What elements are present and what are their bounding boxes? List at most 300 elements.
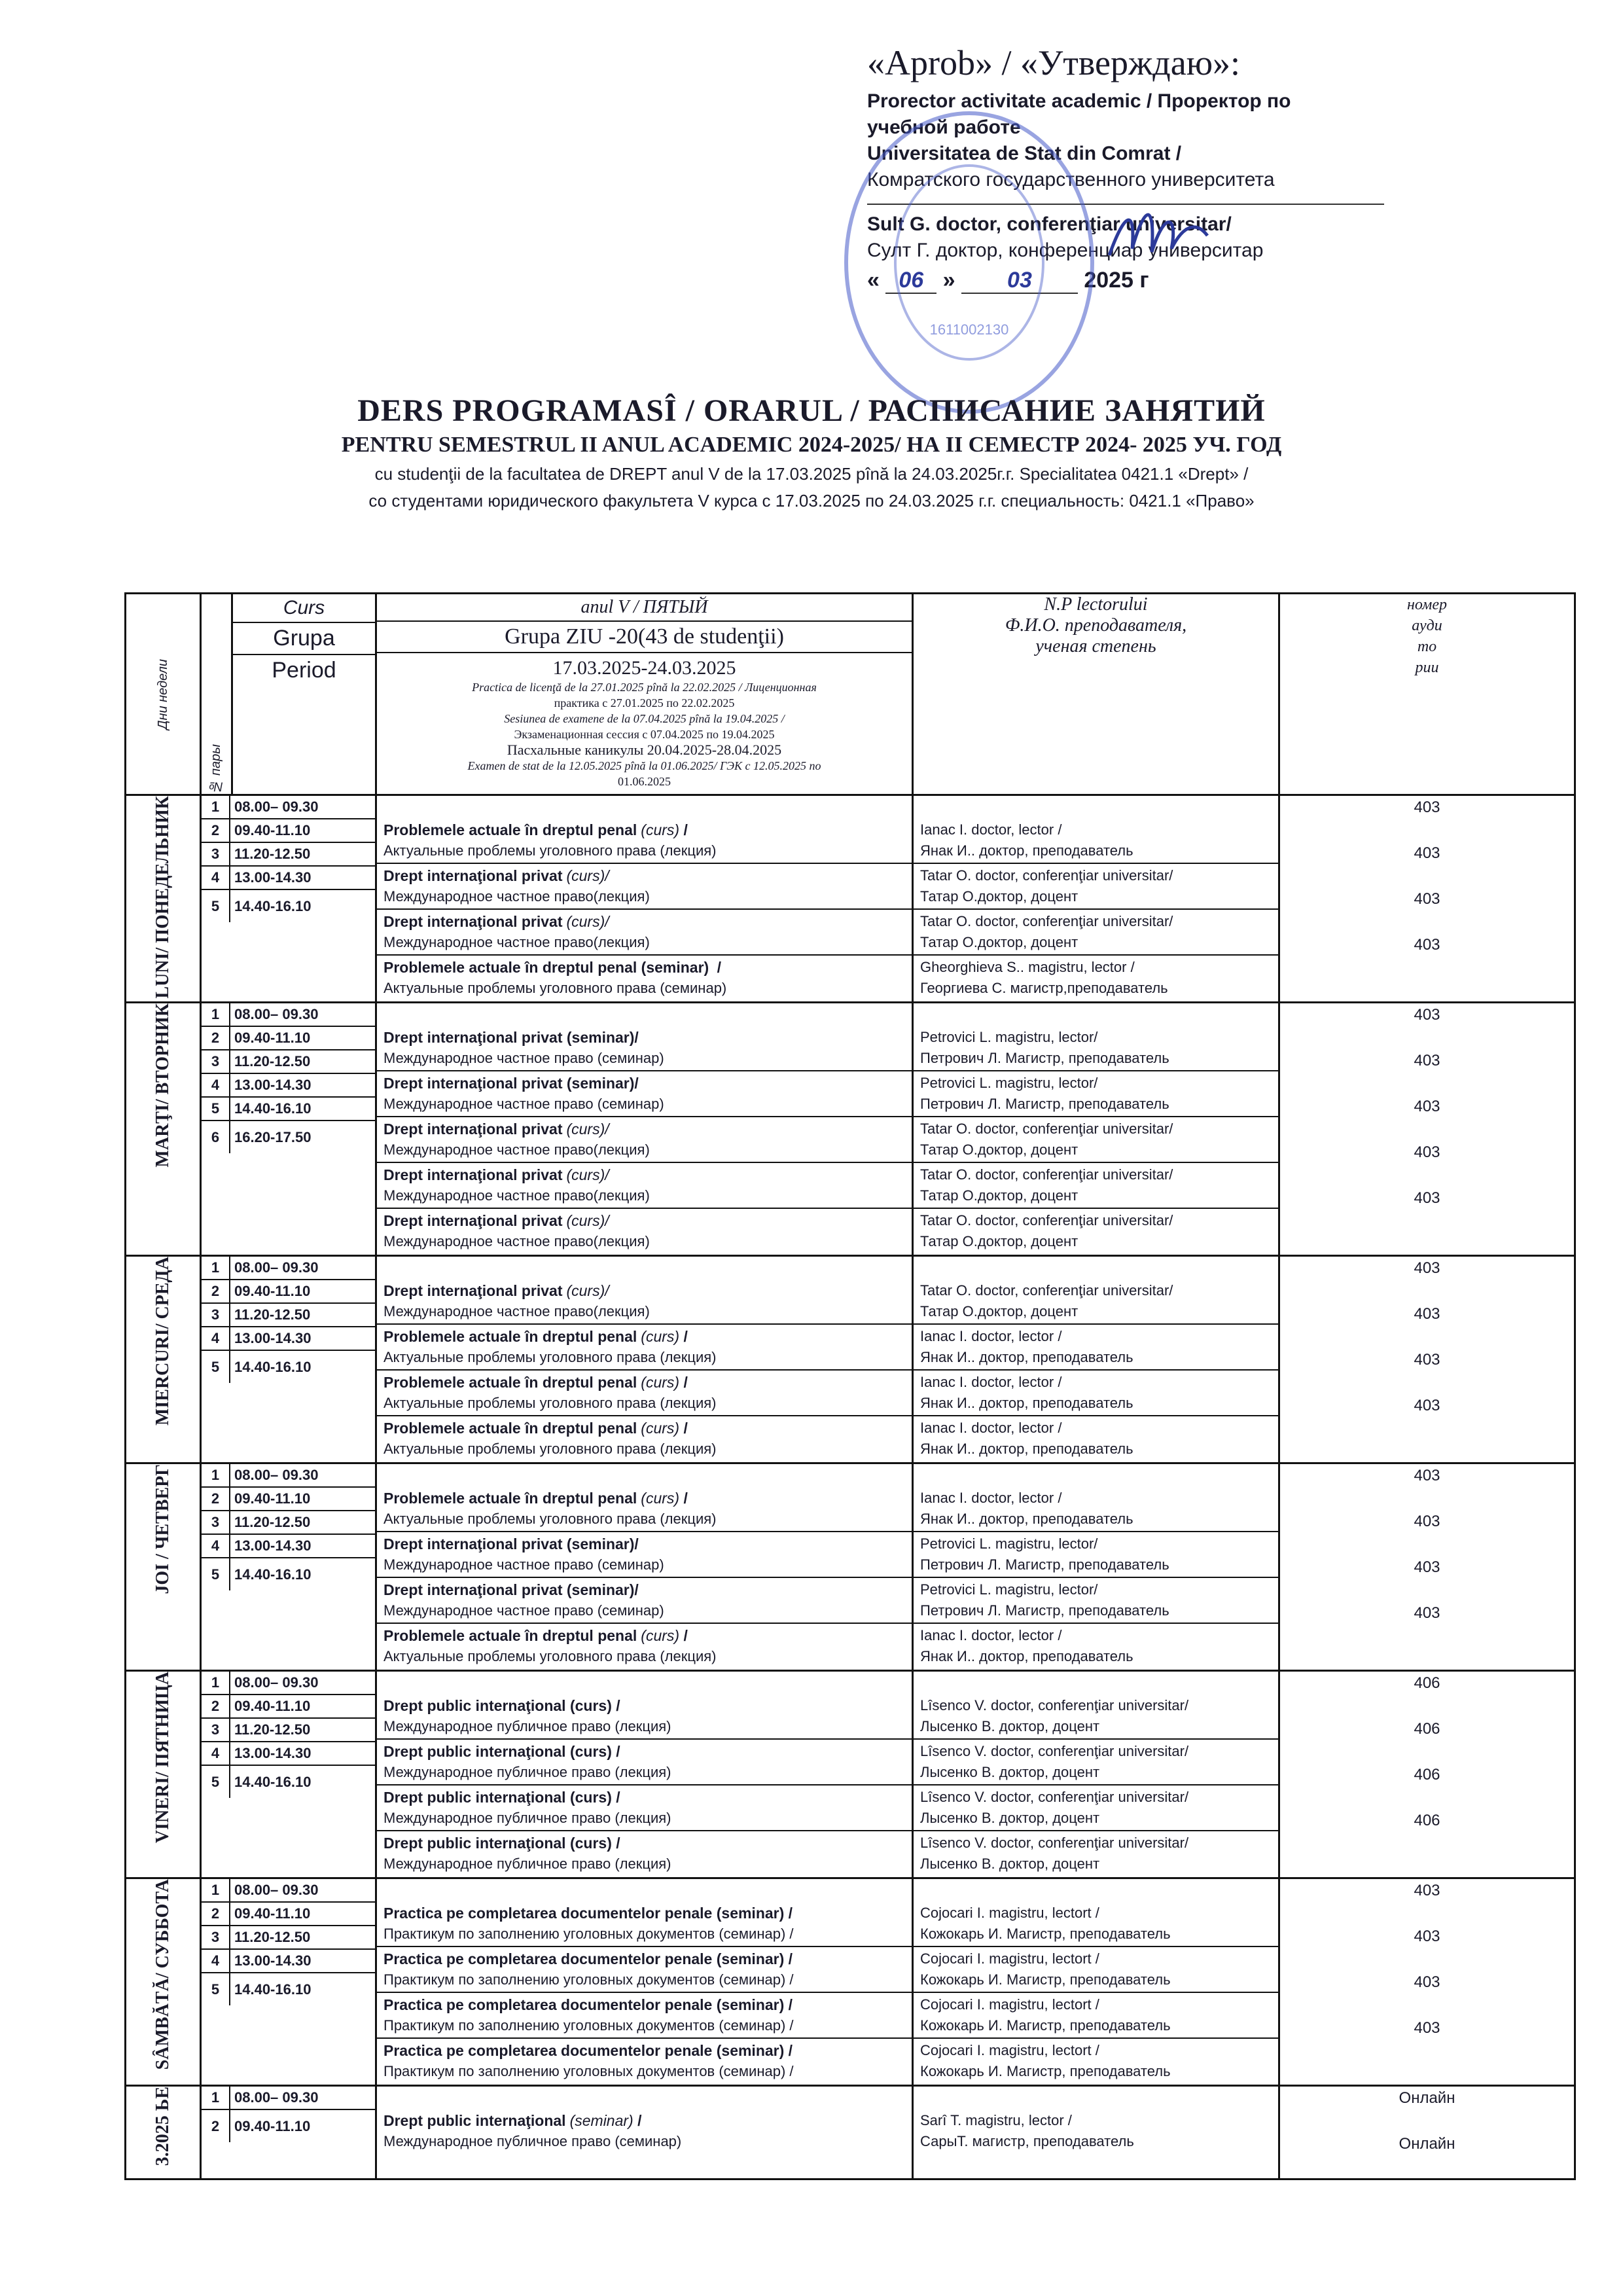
room-cell xyxy=(1279,1003,1575,1256)
header-room-line: то xyxy=(1417,638,1437,655)
room-number: 403 xyxy=(1414,844,1440,862)
subject-name-ru: Актуальные проблемы уголовного права (лекция) xyxy=(383,1395,717,1411)
lecturer-name-ro: Lîsenco V. doctor, conferenţiar universitar/ xyxy=(920,1743,1189,1759)
lecturer-entry xyxy=(914,1026,1278,1071)
subject-entry xyxy=(377,1486,912,1532)
subject-part: Problemele actuale în dreptul penal xyxy=(383,1490,637,1507)
slot-row xyxy=(202,2087,375,2109)
subject-entry xyxy=(377,1163,912,1209)
header-note: Пасхальные каникулы 20.04.2025-28.04.2025 xyxy=(507,742,782,758)
slot-time: 11.20-12.50 xyxy=(230,1718,375,1742)
header-group xyxy=(376,594,913,795)
subject-part: Practica pe completarea documentelor penale (seminar) / xyxy=(383,1905,793,1922)
slot-time: 11.20-12.50 xyxy=(230,842,375,866)
room-number: 403 xyxy=(1414,1397,1440,1414)
subject-name-ro xyxy=(383,957,905,978)
lecturer-name-ro: Petrovici L. magistru, lector/ xyxy=(920,1029,1098,1045)
subject-name-ru: Практикум по заполнению уголовных документов (семинар) / xyxy=(383,1926,794,1942)
header-curs: Curs xyxy=(233,594,375,623)
slot-row xyxy=(202,1487,375,1511)
subject-name-ro xyxy=(383,1488,905,1509)
lecturer-name-ru: СарыТ. магистр, преподаватель xyxy=(920,2133,1134,2149)
lecturer-name-ro: Tatar O. doctor, conferenţiar universitar/ xyxy=(920,867,1173,884)
subject-part: (curs)/ xyxy=(566,1121,609,1138)
day-cell xyxy=(126,1463,201,1671)
lecturer-name-ru: Янак И.. доктор, преподаватель xyxy=(920,1648,1133,1664)
room-number: 406 xyxy=(1414,1720,1440,1738)
slot-row xyxy=(202,1695,375,1718)
lecturer-cell xyxy=(913,1671,1279,1878)
lecturer-entry xyxy=(914,1578,1278,1624)
slot-row xyxy=(202,1672,375,1695)
slot-time: 14.40-16.10 xyxy=(234,1773,312,1790)
subject-name-ru: Международное частное право(лекция) xyxy=(383,1187,650,1204)
subject-part: Practica pe completarea documentelor penale (seminar) / xyxy=(383,1996,793,2013)
subject-part: (curs) xyxy=(641,1420,680,1437)
slot-time: 13.00-14.30 xyxy=(230,1073,375,1097)
slot-time: 13.00-14.30 xyxy=(230,1534,375,1558)
lecturer-entry xyxy=(914,1071,1278,1117)
subject-name-ro xyxy=(383,1994,905,2015)
room-number: 403 xyxy=(1414,2019,1440,2037)
slot-list xyxy=(202,796,375,922)
room-number: 403 xyxy=(1414,936,1440,954)
date-quote-open: « xyxy=(867,268,880,293)
subject-name-ro xyxy=(383,2110,905,2131)
subject-entry xyxy=(377,1947,912,1993)
header-note: Sesiunea de examene de la 07.04.2025 pînă la 19.04.2025 / xyxy=(504,712,785,725)
room-number: 403 xyxy=(1414,798,1440,816)
slot-number: 4 xyxy=(202,1073,230,1097)
lecturer-name-ro: Ianac I. doctor, lector / xyxy=(920,1328,1062,1344)
lecturer-entry xyxy=(914,818,1278,864)
subject-name-ro xyxy=(383,819,905,840)
day-cell xyxy=(126,795,201,1003)
slot-number: 4 xyxy=(202,1949,230,1973)
slot-row xyxy=(202,1534,375,1558)
slot-cell xyxy=(201,1003,376,1256)
lecturer-name-ro: Tatar O. doctor, conferenţiar universitar/ xyxy=(920,913,1173,929)
slot-number: 3 xyxy=(202,1050,230,1073)
slot-number: 1 xyxy=(202,1003,230,1026)
subject-name-ro xyxy=(383,1372,905,1393)
slot-row xyxy=(202,1026,375,1050)
date-quote-close: » xyxy=(942,268,955,293)
subject-part: (curs) xyxy=(641,821,680,838)
slot-number: 2 xyxy=(202,1487,230,1511)
lecturer-name-ro: Lîsenco V. doctor, conferenţiar universitar/ xyxy=(920,1789,1189,1805)
header-room-line: ауди xyxy=(1412,617,1442,634)
header-meta xyxy=(232,594,376,795)
subject-entry xyxy=(377,1785,912,1831)
room-cell xyxy=(1279,1463,1575,1671)
subject-part: Problemele actuale în dreptul penal xyxy=(383,821,637,838)
lecturer-entry xyxy=(914,1740,1278,1785)
subject-entry xyxy=(377,1416,912,1462)
subject-entry xyxy=(377,1209,912,1255)
lecturer-cell xyxy=(913,2086,1279,2179)
header-lecturer-line: N.P lectorului xyxy=(1044,594,1148,615)
room-number: 403 xyxy=(1414,1973,1440,1991)
slot-time: 11.20-12.50 xyxy=(230,1303,375,1327)
lecturer-name-ro: Petrovici L. magistru, lector/ xyxy=(920,1581,1098,1598)
subject-part: Drept internaţional privat (seminar)/ xyxy=(383,1075,639,1092)
schedule-description-ro: cu studenţii de la facultatea de DREPT anul V de la 17.03.2025 pînă la 24.03.2025г.г. Specialitatea 0421.1 «Drept» / xyxy=(374,464,1249,484)
subject-name-ru: Международное частное право(лекция) xyxy=(383,1233,650,1249)
slot-time: 11.20-12.50 xyxy=(230,1511,375,1534)
day-name: SÂMBĂTĂ/ СУББОТА xyxy=(152,1879,173,2070)
subject-part: Drept public internaţional (curs) / xyxy=(383,1835,620,1852)
subject-entry xyxy=(377,1831,912,1877)
subject-cell xyxy=(376,1003,913,1256)
slot-cell xyxy=(201,795,376,1003)
lecturer-entry xyxy=(914,2039,1278,2085)
subject-entry xyxy=(377,2109,912,2155)
slot-time: 09.40-11.10 xyxy=(230,819,375,842)
subject-part: / xyxy=(679,821,688,838)
slot-time: 13.00-14.30 xyxy=(230,866,375,889)
subject-name-ro xyxy=(383,1625,905,1646)
lecturer-name-ru: Кожокарь И. Магистр, преподаватель xyxy=(920,2017,1171,2034)
subject-name-ro xyxy=(383,1210,905,1231)
subject-entry xyxy=(377,1694,912,1740)
lecturer-name-ru: Татар О.доктор, доцент xyxy=(920,1303,1079,1319)
subject-name-ro xyxy=(383,911,905,932)
slot-row xyxy=(202,1511,375,1534)
subject-entry xyxy=(377,1740,912,1785)
slot-time: 08.00– 09.30 xyxy=(230,1257,375,1280)
slot-row xyxy=(202,1879,375,1902)
subject-part: / xyxy=(633,2112,642,2129)
slot-time: 09.40-11.10 xyxy=(230,1280,375,1303)
lecturer-name-ru: Петрович Л. Магистр, преподаватель xyxy=(920,1602,1169,1619)
subject-entry xyxy=(377,1901,912,1947)
day-row xyxy=(126,1671,1575,1878)
subject-cell xyxy=(376,2086,913,2179)
lecturer-name-ro: Cojocari I. magistru, lectort / xyxy=(920,2042,1099,2058)
subject-name-ru: Международное частное право(лекция) xyxy=(383,934,650,950)
lecturer-name-ro: Petrovici L. magistru, lector/ xyxy=(920,1075,1098,1091)
subject-name-ru: Международное частное право (семинар) xyxy=(383,1050,664,1066)
slot-number: 1 xyxy=(202,1672,230,1695)
slot-row xyxy=(202,1464,375,1487)
approval-heading: «Aprob» / «Утверждаю»: xyxy=(867,43,1241,82)
subject-cell xyxy=(376,1878,913,2086)
lecturer-name-ru: Татар О.доктор, доцент xyxy=(920,1141,1079,1158)
day-name: JOI / ЧЕТВЕРГ xyxy=(152,1464,173,1594)
subject-name-ru: Международное публичное право (лекция) xyxy=(383,1718,671,1734)
subject-entry xyxy=(377,1624,912,1670)
subject-name-ru: Международное частное право(лекция) xyxy=(383,1141,650,1158)
slot-number: 2 xyxy=(202,1280,230,1303)
lecturer-entry xyxy=(914,1486,1278,1532)
lecturer-name-ro: Lîsenco V. doctor, conferenţiar universitar/ xyxy=(920,1835,1189,1851)
room-cell xyxy=(1279,1878,1575,2086)
slot-row xyxy=(202,1902,375,1926)
lecturer-entry xyxy=(914,1901,1278,1947)
room-number: 403 xyxy=(1414,1052,1440,1069)
room-number: 403 xyxy=(1414,1513,1440,1530)
slot-row xyxy=(202,889,375,922)
day-row xyxy=(126,1003,1575,1256)
lecturer-name-ru: Лысенко В. доктор, доцент xyxy=(920,1718,1100,1734)
lecturer-name-ru: Петрович Л. Магистр, преподаватель xyxy=(920,1556,1169,1573)
room-number: 403 xyxy=(1414,1259,1440,1277)
slot-number: 3 xyxy=(202,1926,230,1949)
room-number: Онлайн xyxy=(1399,2089,1455,2107)
schedule-titles xyxy=(118,393,1505,511)
subject-name-ru: Международное публичное право (лекция) xyxy=(383,1764,671,1780)
subject-entry xyxy=(377,864,912,910)
header-note: практика с 27.01.2025 по 22.02.2025 xyxy=(554,696,735,709)
slot-row xyxy=(202,2109,375,2142)
day-name: LUNI/ ПОНЕДЕЛЬНИК xyxy=(152,796,173,999)
lecturer-name-ro: Tatar O. doctor, conferenţiar universitar/ xyxy=(920,1282,1173,1299)
lecturer-entry xyxy=(914,1993,1278,2039)
subject-part: / xyxy=(679,1627,688,1644)
subject-part: (curs) xyxy=(641,1627,680,1644)
day-row xyxy=(126,795,1575,1003)
lecturer-name-ru: Кожокарь И. Магистр, преподаватель xyxy=(920,1926,1171,1942)
slot-row xyxy=(202,1558,375,1590)
room-number: 403 xyxy=(1414,1098,1440,1115)
schedule-title: DERS PROGRAMASÎ / ORARUL / РАСПИСАНИЕ ЗАНЯТИЙ xyxy=(357,393,1266,428)
lecturer-name-ro: Lîsenco V. doctor, conferenţiar universitar/ xyxy=(920,1697,1189,1713)
subject-name-ro xyxy=(383,1027,905,1048)
lecturer-cell xyxy=(913,1256,1279,1463)
schedule-subtitle: PENTRU SEMESTRUL II ANUL ACADEMIC 2024-2025/ НА II СЕМЕСТР 2024- 2025 УЧ. ГОД xyxy=(341,433,1282,457)
lecturer-entry xyxy=(914,1624,1278,1670)
room-number: 403 xyxy=(1414,1006,1440,1024)
room-number: 403 xyxy=(1414,1305,1440,1323)
header-lecturer-line: Ф.И.О. преподавателя, xyxy=(1005,615,1187,636)
lecturer-name-ru: Кожокарь И. Магистр, преподаватель xyxy=(920,2063,1171,2079)
date-year: 2025 г xyxy=(1084,268,1149,293)
slot-row xyxy=(202,1327,375,1350)
lecturer-name-ru: Кожокарь И. Магистр, преподаватель xyxy=(920,1971,1171,1988)
slot-cell xyxy=(201,1463,376,1671)
lecturer-name-ro: Gheorghieva S.. magistru, lector / xyxy=(920,959,1135,975)
slot-time: 14.40-16.10 xyxy=(234,1358,312,1375)
subject-name-ru: Актуальные проблемы уголовного права (лекция) xyxy=(383,1441,717,1457)
slot-row xyxy=(202,1973,375,2005)
room-number: 403 xyxy=(1414,1351,1440,1369)
subject-name-ro xyxy=(383,1741,905,1762)
slot-row xyxy=(202,1742,375,1765)
subject-part: / xyxy=(679,1328,688,1345)
subject-part: (curs)/ xyxy=(566,1166,609,1183)
subject-name-ru: Международное частное право(лекция) xyxy=(383,888,650,905)
header-period: Period xyxy=(272,658,336,683)
subject-name-ro xyxy=(383,1326,905,1347)
day-name: 3.2025 ЬЕ xyxy=(152,2087,173,2166)
slot-time: 14.40-16.10 xyxy=(234,1981,312,1998)
approval-line: учебной работе xyxy=(867,117,1021,138)
subject-name-ru: Практикум по заполнению уголовных документов (семинар) / xyxy=(383,1971,794,1988)
subject-name-ro xyxy=(383,1280,905,1301)
slot-number: 2 xyxy=(202,1902,230,1926)
header-note: Экзаменационная сессия с 07.04.2025 по 19.04.2025 xyxy=(514,728,775,741)
subject-part: Drept internaţional privat xyxy=(383,1282,563,1299)
subject-name-ru: Практикум по заполнению уголовных документов (семинар) / xyxy=(383,2017,794,2034)
seal-code: 1611002130 xyxy=(929,321,1009,338)
lecturer-entry xyxy=(914,1371,1278,1416)
day-name: VINERI/ ПЯТНИЦА xyxy=(152,1672,173,1844)
slot-cell xyxy=(201,1256,376,1463)
lecturer-entry xyxy=(914,1785,1278,1831)
slot-row xyxy=(202,866,375,889)
slot-number: 5 xyxy=(202,889,230,922)
subject-cell xyxy=(376,795,913,1003)
subject-entry xyxy=(377,1071,912,1117)
lecturer-entry xyxy=(914,1209,1278,1255)
subject-part: Problemele actuale în dreptul penal (seminar) xyxy=(383,959,709,976)
slot-time: 13.00-14.30 xyxy=(230,1327,375,1350)
lecturer-entry xyxy=(914,910,1278,956)
subject-part: Drept public internaţional (curs) / xyxy=(383,1789,620,1806)
lecturer-name-ru: Петрович Л. Магистр, преподаватель xyxy=(920,1050,1169,1066)
subject-name-ru: Актуальные проблемы уголовного права (лекция) xyxy=(383,842,717,859)
subject-part: Problemele actuale în dreptul penal xyxy=(383,1420,637,1437)
subject-part: Drept internaţional privat (seminar)/ xyxy=(383,1581,639,1598)
subject-name-ru: Актуальные проблемы уголовного права (лекция) xyxy=(383,1648,717,1664)
subject-cell xyxy=(376,1256,913,1463)
slot-cell xyxy=(201,2086,376,2179)
slot-time: 13.00-14.30 xyxy=(230,1742,375,1765)
header-lecturer-line: ученая степень xyxy=(1035,636,1156,656)
subject-name-ru: Международное публичное право (семинар) xyxy=(383,2133,682,2149)
slot-row xyxy=(202,1257,375,1280)
approval-line: Prorector activitate academic / Проректор по xyxy=(867,90,1291,112)
lecturer-name-ru: Янак И.. доктор, преподаватель xyxy=(920,1511,1133,1527)
subject-part: (curs) xyxy=(641,1374,680,1391)
room-cell xyxy=(1279,1671,1575,1878)
subject-part: (curs) xyxy=(641,1490,680,1507)
day-row xyxy=(126,1463,1575,1671)
slot-time: 09.40-11.10 xyxy=(230,1902,375,1926)
subject-part: (curs)/ xyxy=(566,867,609,884)
slot-number: 2 xyxy=(202,2109,230,2142)
room-number: 403 xyxy=(1414,1467,1440,1484)
slot-list xyxy=(202,1879,375,2005)
slot-number: 1 xyxy=(202,1464,230,1487)
day-cell xyxy=(126,1003,201,1256)
room-cell xyxy=(1279,1256,1575,1463)
subject-entry xyxy=(377,1371,912,1416)
slot-number: 3 xyxy=(202,842,230,866)
slot-time: 08.00– 09.30 xyxy=(230,1879,375,1902)
lecturer-name-ru: Янак И.. доктор, преподаватель xyxy=(920,842,1133,859)
slot-row xyxy=(202,819,375,842)
slot-row xyxy=(202,1280,375,1303)
approval-line: Sult G. doctor, conferenţiar universitar/ xyxy=(867,213,1232,235)
slot-time: 08.00– 09.30 xyxy=(230,2087,375,2109)
subject-name-ru: Актуальные проблемы уголовного права (лекция) xyxy=(383,1349,717,1365)
slot-list xyxy=(202,1003,375,1153)
subject-part: / xyxy=(679,1374,688,1391)
subject-part: Drept public internaţional (curs) / xyxy=(383,1743,620,1760)
subject-part: (seminar) xyxy=(569,2112,633,2129)
lecturer-name-ru: Янак И.. доктор, преподаватель xyxy=(920,1395,1133,1411)
slot-row xyxy=(202,1003,375,1026)
slot-time: 11.20-12.50 xyxy=(230,1050,375,1073)
subject-part: / xyxy=(713,959,721,976)
header-dates: 17.03.2025-24.03.2025 xyxy=(552,657,736,679)
subject-entry xyxy=(377,1026,912,1071)
date-day: 06 xyxy=(885,268,936,294)
slot-list xyxy=(202,1464,375,1590)
lecturer-name-ro: Ianac I. doctor, lector / xyxy=(920,1490,1062,1506)
subject-name-ru: Международное публичное право (лекция) xyxy=(383,1810,671,1826)
lecturer-name-ru: Татар О.доктор, доцент xyxy=(920,934,1079,950)
slot-row xyxy=(202,1303,375,1327)
slot-number: 5 xyxy=(202,1973,230,2005)
header-grupa: Grupa xyxy=(233,623,375,655)
lecturer-entry xyxy=(914,2109,1278,2155)
lecturer-entry xyxy=(914,1947,1278,1993)
header-note: 01.06.2025 xyxy=(618,775,671,788)
subject-entry xyxy=(377,956,912,1001)
lecturer-name-ro: Cojocari I. magistru, lectort / xyxy=(920,1905,1099,1921)
slot-time: 13.00-14.30 xyxy=(230,1949,375,1973)
slot-number: 3 xyxy=(202,1303,230,1327)
subject-name-ro xyxy=(383,1073,905,1094)
slot-time: 14.40-16.10 xyxy=(230,1097,375,1121)
subject-part: Drept internaţional privat (seminar)/ xyxy=(383,1535,639,1552)
room-number: 406 xyxy=(1414,1766,1440,1784)
subject-part: Problemele actuale în dreptul penal xyxy=(383,1328,637,1345)
slot-list xyxy=(202,1672,375,1798)
lecturer-name-ro: Ianac I. doctor, lector / xyxy=(920,1374,1062,1390)
header-room-line: рии xyxy=(1415,659,1439,676)
date-month: 03 xyxy=(961,268,1078,294)
room-number: 403 xyxy=(1414,1882,1440,1899)
slot-list xyxy=(202,1257,375,1383)
subject-part: Drept public internaţional (curs) / xyxy=(383,1697,620,1714)
lecturer-name-ru: Георгиева С. магистр,преподаватель xyxy=(920,980,1168,996)
subject-entry xyxy=(377,910,912,956)
subject-part: Drept internaţional privat xyxy=(383,867,563,884)
lecturer-name-ru: Лысенко В. доктор, доцент xyxy=(920,1764,1100,1780)
lecturer-name-ro: Petrovici L. magistru, lector/ xyxy=(920,1535,1098,1552)
subject-part: Drept internaţional privat xyxy=(383,1121,563,1138)
slot-cell xyxy=(201,1671,376,1878)
slot-time: 09.40-11.10 xyxy=(234,2117,311,2134)
room-number: 406 xyxy=(1414,1812,1440,1829)
lecturer-entry xyxy=(914,1694,1278,1740)
slot-cell xyxy=(201,1878,376,2086)
subject-name-ro xyxy=(383,1418,905,1439)
slot-number: 2 xyxy=(202,1695,230,1718)
subject-name-ro xyxy=(383,1119,905,1139)
subject-part: Problemele actuale în dreptul penal xyxy=(383,1374,637,1391)
subject-name-ru: Международное публичное право (лекция) xyxy=(383,1856,671,1872)
approval-line: Universitatea de Stat din Comrat / xyxy=(867,143,1182,164)
room-number: 403 xyxy=(1414,1558,1440,1576)
subject-name-ro xyxy=(383,865,905,886)
subject-entry xyxy=(377,2039,912,2085)
subject-name-ru: Актуальные проблемы уголовного права (семинар) xyxy=(383,980,727,996)
lecturer-name-ru: Янак И.. доктор, преподаватель xyxy=(920,1441,1133,1457)
room-number: 403 xyxy=(1414,1928,1440,1945)
slot-number: 2 xyxy=(202,819,230,842)
subject-part: Drept internaţional privat xyxy=(383,913,563,930)
subject-name-ro xyxy=(383,1164,905,1185)
subject-name-ru: Международное частное право (семинар) xyxy=(383,1556,664,1573)
subject-part: (curs) xyxy=(641,1328,680,1345)
slot-time: 08.00– 09.30 xyxy=(230,1464,375,1487)
slot-row xyxy=(202,1350,375,1383)
